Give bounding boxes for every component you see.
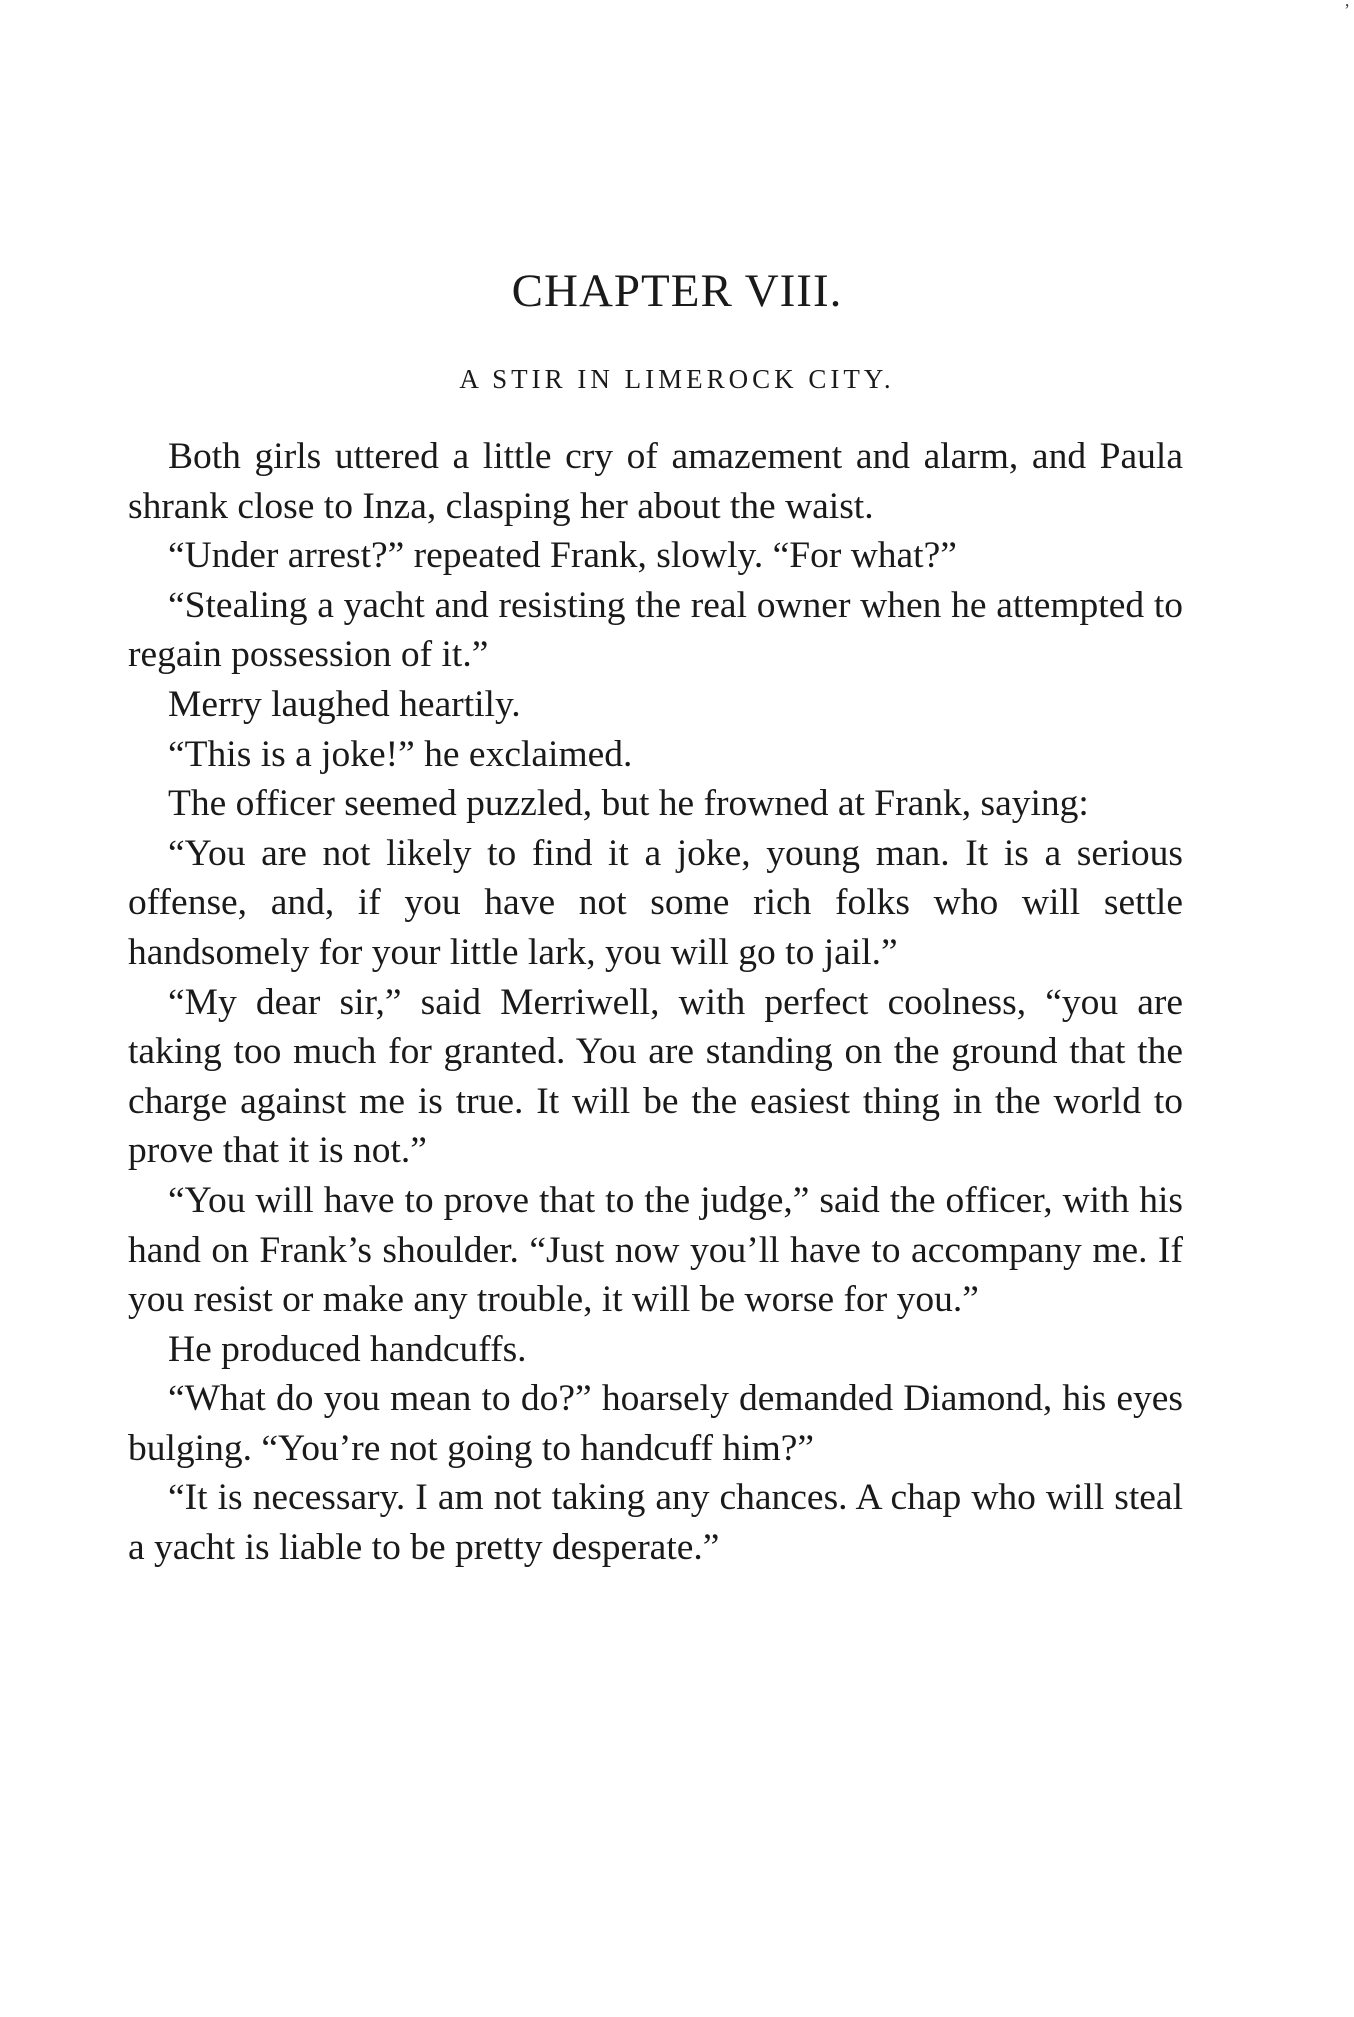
paragraph: “What do you mean to do?” hoarsely demanded Diamond, his eyes bulging. “You’re not going to handcuff him?” (128, 1378, 1183, 1469)
paragraph: Merry laughed heartily. (168, 683, 521, 725)
corner-mark: ’ (1344, 0, 1350, 20)
paragraph: He produced handcuffs. (168, 1328, 527, 1370)
paragraph: “My dear sir,” said Merriwell, with perfect coolness, “you are taking too much for granted. You are standing on the ground that the charge against me is true. It will be the easiest thing in the world to prove that it is not.” (128, 981, 1183, 1172)
paragraph: Both girls uttered a little cry of amazement and alarm, and Paula shrank close to Inza, clasping her about the waist. (128, 436, 1183, 527)
paragraph: The officer seemed puzzled, but he frowned at Frank, saying: (168, 783, 1089, 825)
paragraph: “You are not likely to find it a joke, young man. It is a serious offense, and, if you have not some rich folks who will settle handsomely for your little lark, you will go to jail.” (128, 832, 1183, 973)
paragraph: “It is necessary. I am not taking any chances. A chap who will steal a yacht is liable to be pretty desperate.” (128, 1477, 1183, 1569)
chapter-body (128, 432, 1183, 1573)
chapter-heading: CHAPTER VIII. (511, 265, 843, 317)
chapter-subtitle: A STIR IN LIMEROCK CITY. (459, 364, 895, 394)
paragraph: “Stealing a yacht and resisting the real owner when he attempted to regain possession of it.” (128, 584, 1183, 676)
paragraph: “This is a joke!” he exclaimed. (168, 733, 633, 775)
paragraph: “You will have to prove that to the judge,” said the officer, with his hand on Frank’s shoulder. “Just now you’ll have to accompany me. If you resist or make any trouble, it will be worse for you.” (128, 1179, 1183, 1321)
paragraph: “Under arrest?” repeated Frank, slowly. “For what?” (168, 535, 957, 577)
